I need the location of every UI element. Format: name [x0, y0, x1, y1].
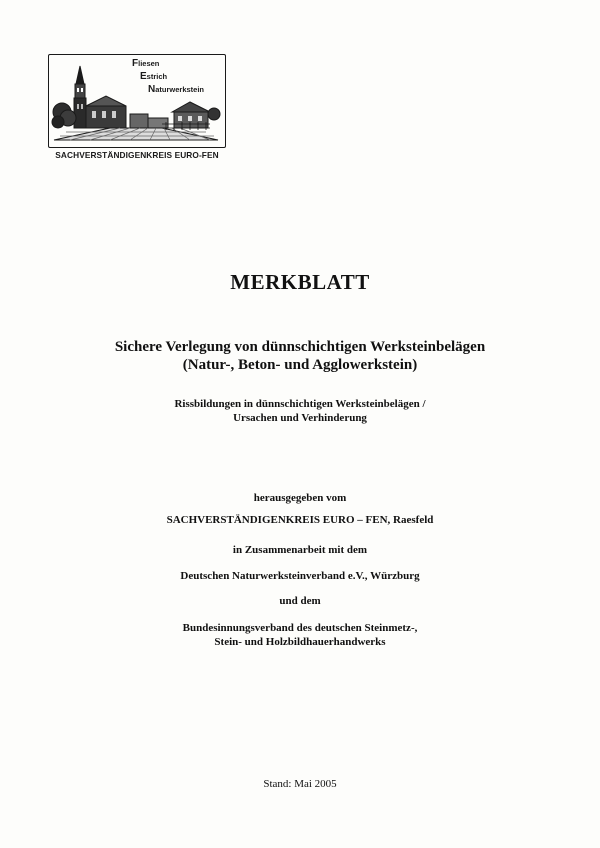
partner-2: [0, 622, 600, 649]
partner-connector: und dem: [279, 595, 321, 607]
partner-2-line: Stein- und Holzbildhauerhandwerks: [214, 635, 386, 648]
publisher-intro: herausgegeben vom: [253, 492, 347, 504]
logo-word-fliesen: Fliesen: [132, 58, 160, 69]
document-topic: [0, 398, 600, 425]
cooperation-intro: in Zusammenarbeit mit dem: [232, 544, 368, 556]
document-title: MERKBLATT: [230, 270, 370, 294]
village-church-illustration: [50, 56, 222, 144]
subtitle-line: Sichere Verlegung von dünnschichtigen Werksteinbelägen: [114, 339, 486, 355]
logo-caption: SACHVERSTÄNDIGENKREIS EURO-FEN: [55, 150, 219, 160]
document-subtitle: [0, 338, 600, 374]
partner-1: Deutschen Naturwerksteinverband e.V., Würzburg: [180, 570, 420, 582]
publisher-name: SACHVERSTÄNDIGENKREIS EURO – FEN, Raesfeld: [166, 514, 434, 526]
logo-word-estrich: Estrich: [140, 71, 168, 82]
topic-line: Ursachen und Verhinderung: [233, 411, 367, 424]
association-logo: [48, 54, 226, 166]
document-date: Stand: Mai 2005: [263, 778, 337, 790]
partner-2-line: Bundesinnungsverband des deutschen Steinmetz-,: [182, 622, 418, 634]
topic-line: Rissbildungen in dünnschichtigen Werksteinbelägen /: [174, 398, 426, 410]
subtitle-line: (Natur-, Beton- und Agglowerkstein): [182, 357, 418, 373]
logo-word-naturwerkstein: Naturwerkstein: [148, 84, 205, 95]
